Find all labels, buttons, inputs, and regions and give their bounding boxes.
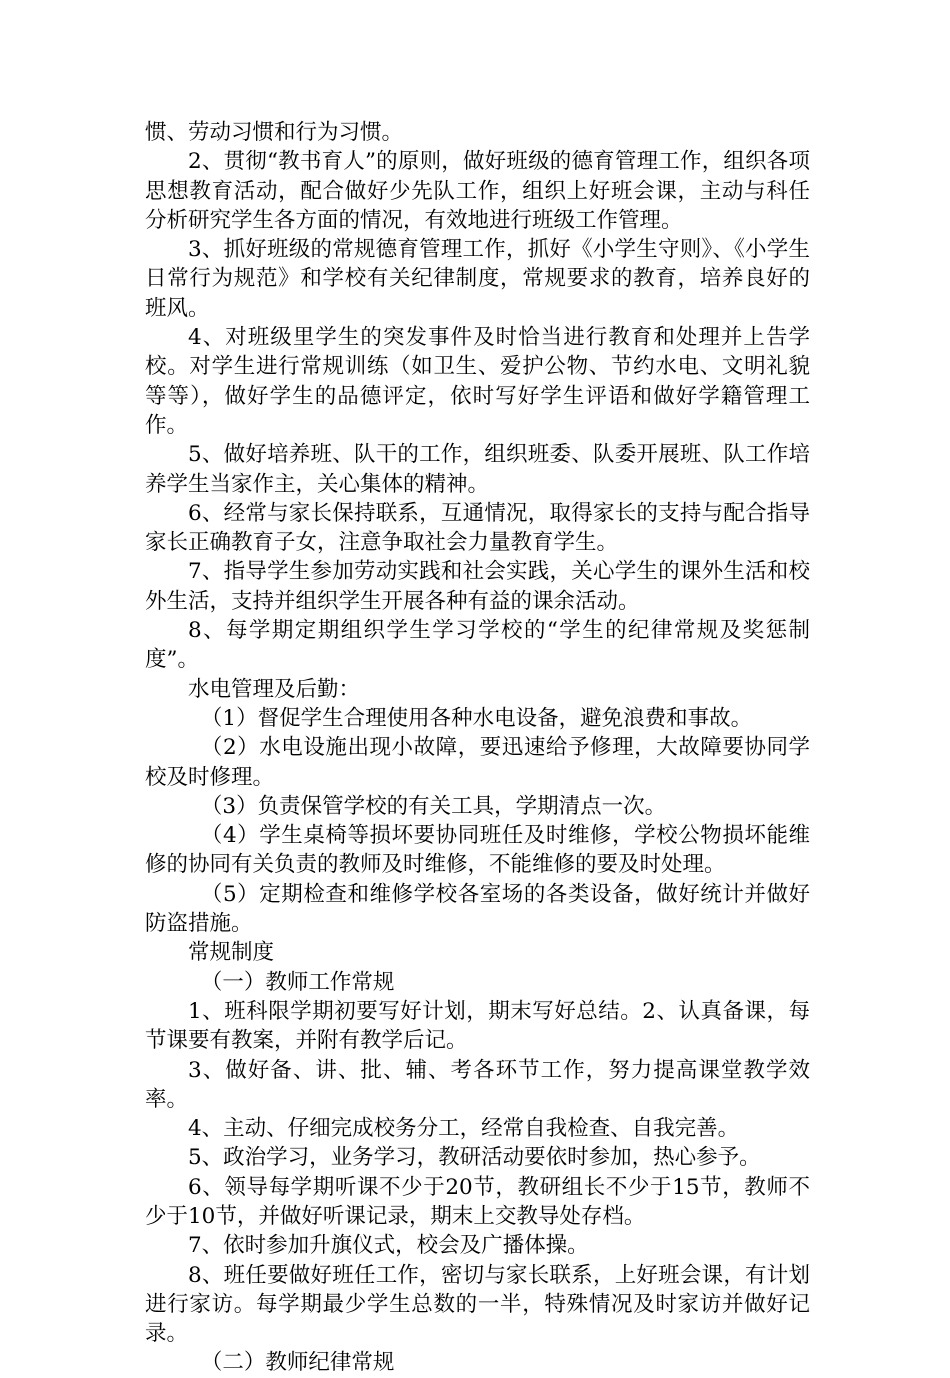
paragraph: 3、抓好班级的常规德育管理工作，抓好《小学生守则》、《小学生日常行为规范》和学校有关纪律制度，常规要求的教育，培养良好的班风。: [145, 237, 810, 321]
paragraph: （4）学生桌椅等损坏要协同班任及时维修，学校公物损坏能维修的协同有关负责的教师及时维修，不能维修的要及时处理。: [145, 823, 810, 878]
paragraph: 6、领导每学期听课不少于20节，教研组长不少于15节，教师不少于10节，并做好听课记录，期末上交教导处存档。: [145, 1174, 810, 1229]
paragraph: 5、政治学习，业务学习，教研活动要依时参加，热心参予。: [188, 1145, 761, 1171]
paragraph: （5）定期检查和维修学校各室场的各类设备，做好统计并做好防盗措施。: [145, 881, 810, 937]
paragraph: （3）负责保管学校的有关工具，学期清点一次。: [200, 793, 667, 819]
paragraph: 8、班任要做好班任工作，密切与家长联系，上好班会课，有计划进行家访。每学期最少学生总数的一半，特殊情况及时家访并做好记录。: [145, 1262, 810, 1347]
paragraph: 7、指导学生参加劳动实践和社会实践，关心学生的课外生活和校外生活，支持并组织学生开展各种有益的课余活动。: [145, 559, 810, 614]
section-heading: 常规制度: [188, 940, 275, 966]
paragraph: 4、对班级里学生的突发事件及时恰当进行教育和处理并上告学校。对学生进行常规训练（如卫生、爱护公物、节约水电、文明礼貌等等），做好学生的品德评定，依时写好学生评语和做好学籍管理工作。: [145, 325, 810, 438]
paragraph: 8、每学期定期组织学生学习学校的“学生的纪律常规及奖惩制度”。: [145, 618, 810, 673]
paragraph: 2、贯彻“教书育人”的原则，做好班级的德育管理工作，组织各项思想教育活动，配合做好少先队工作，组织上好班会课，主动与科任分析研究学生各方面的情况，有效地进行班级工作管理。: [145, 149, 810, 233]
paragraph: 5、做好培养班、队干的工作，组织班委、队委开展班、队工作培养学生当家作主，关心集体的精神。: [145, 442, 810, 497]
section-heading: 水电管理及后勤：: [188, 676, 361, 702]
paragraph: （1）督促学生合理使用各种水电设备，避免浪费和事故。: [200, 705, 753, 731]
paragraph: 6、经常与家长保持联系，互通情况，取得家长的支持与配合指导家长正确教育子女，注意争取社会力量教育学生。: [145, 500, 810, 556]
paragraph: 4、主动、仔细完成校务分工，经常自我检查、自我完善。: [188, 1116, 740, 1142]
paragraph: 1、班科限学期初要写好计划，期末写好总结。2、认真备课，每节课要有教案，并附有教学后记。: [145, 998, 810, 1054]
paragraph: 惯、劳动习惯和行为习惯。: [145, 120, 404, 145]
document-page: [145, 118, 810, 1378]
subsection-heading: （二）教师纪律常规: [200, 1350, 395, 1376]
paragraph: 3、做好备、讲、批、辅、考各环节工作，努力提高课堂教学效率。: [145, 1057, 810, 1112]
subsection-heading: （一）教师工作常规: [200, 969, 395, 995]
paragraph: （2）水电设施出现小故障，要迅速给予修理，大故障要协同学校及时修理。: [145, 735, 810, 790]
paragraph: 7、依时参加升旗仪式，校会及广播体操。: [188, 1233, 589, 1259]
